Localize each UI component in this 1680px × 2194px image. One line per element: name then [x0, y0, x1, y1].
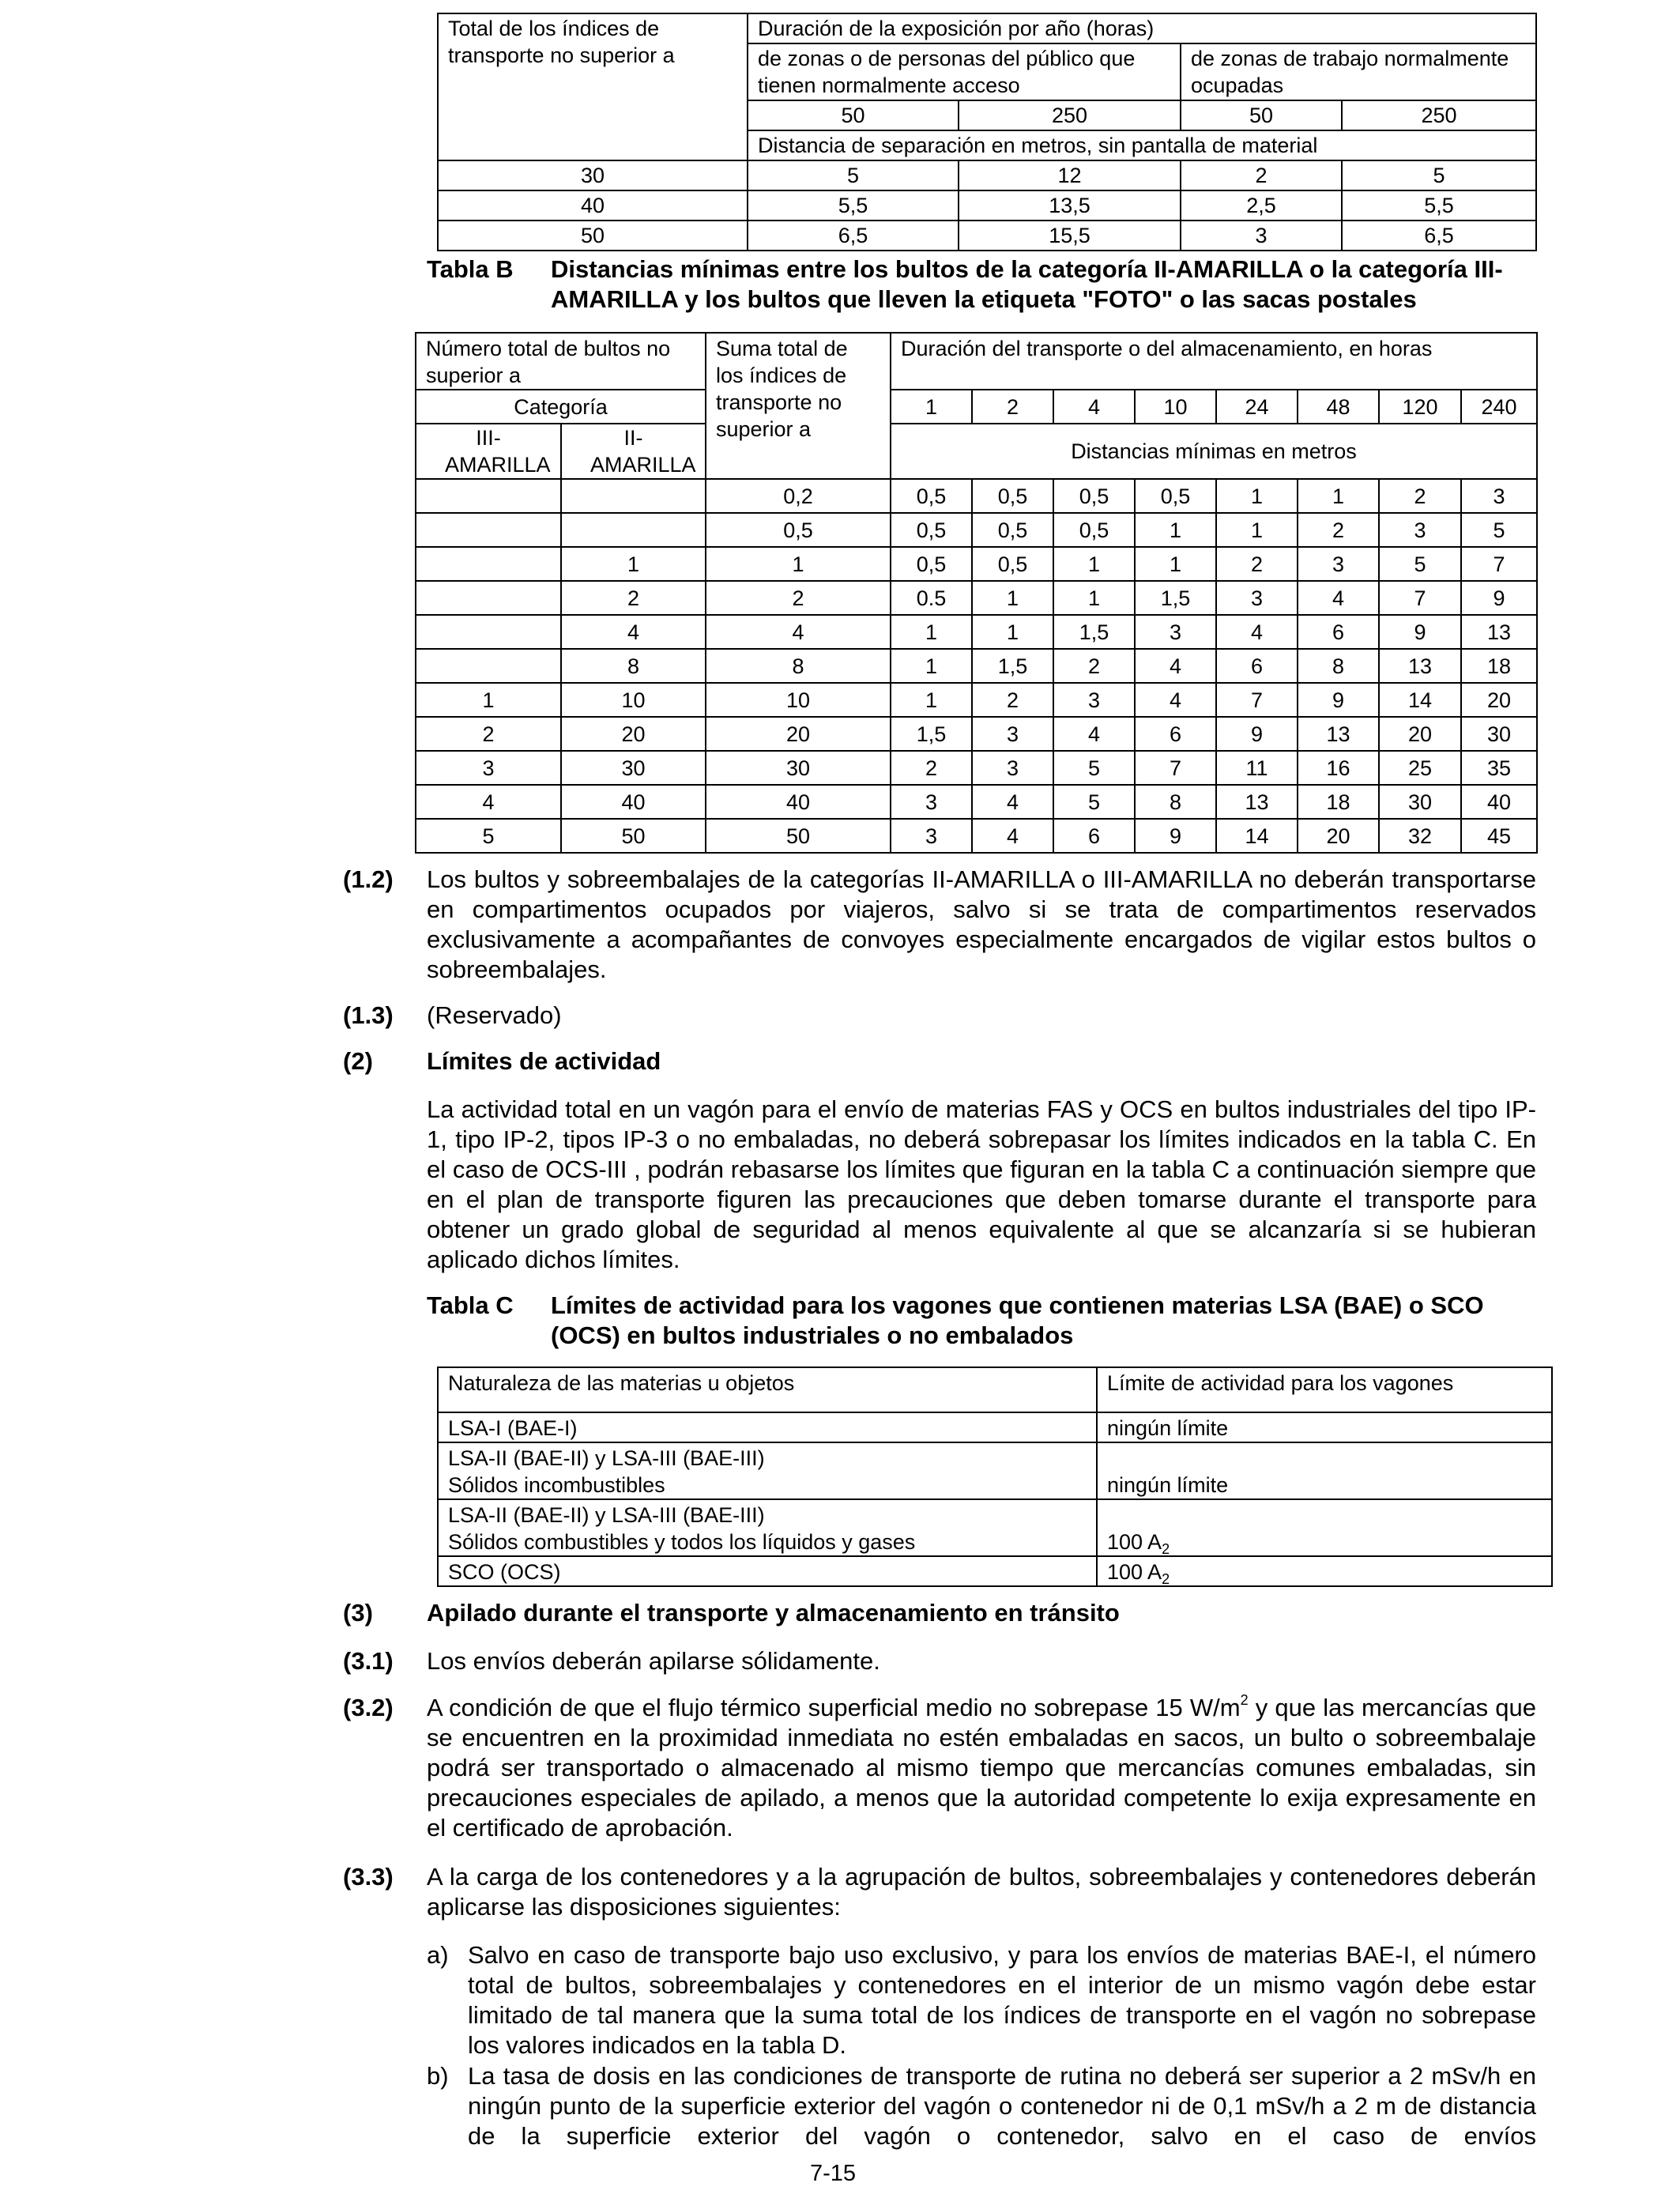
table-cell: 15,5	[959, 221, 1181, 251]
table-cell: 3	[891, 785, 972, 819]
table-cell	[416, 547, 561, 581]
table-row	[438, 1556, 1552, 1586]
table-cell: 5,5	[748, 190, 959, 221]
table-a-header-distancia: Distancia de separación en metros, sin pantalla de material	[748, 130, 1536, 160]
table-cell: 3	[1379, 513, 1461, 547]
table-cell: 2,5	[1181, 190, 1342, 221]
table-c-r2-line2: Sólidos incombustibles	[448, 1473, 665, 1497]
item-b-label: b)	[427, 2062, 449, 2090]
table-cell: ningún límite	[1097, 1412, 1552, 1442]
table-cell	[416, 479, 561, 513]
table-cell: 1	[1216, 513, 1298, 547]
table-cell: 1	[561, 547, 706, 581]
table-cell: 4	[561, 615, 706, 649]
table-c-r4-value: 100 A	[1107, 1560, 1162, 1584]
table-cell: 0,5	[1053, 513, 1135, 547]
table-cell: 1	[972, 615, 1053, 649]
table-b-header-duracion: Duración del transporte o del almacenamiento, en horas	[891, 333, 1537, 390]
table-row	[416, 581, 1537, 615]
table-cell	[416, 615, 561, 649]
table-row	[416, 785, 1537, 819]
table-cell: 50	[706, 819, 891, 853]
table-b-header-suma: Suma total de los índices de transporte no superior a	[706, 333, 891, 479]
table-cell: 10	[561, 683, 706, 717]
table-cell: 13	[1379, 649, 1461, 683]
table-row	[438, 1442, 1552, 1499]
table-cell: 30	[438, 160, 748, 190]
table-cell: 8	[1298, 649, 1379, 683]
table-cell: 7	[1135, 751, 1216, 785]
para-1-2-text: Los bultos y sobreembalajes de la categorías II-AMARILLA o III-AMARILLA no deberán transportarse en compartimentos ocupados por viajeros, salvo si se trata de compartimentos reservados exclusivamente a acompañantes de convoyes especialmente encargados de vigilar estos bultos o sobreembalajes.	[427, 865, 1536, 983]
table-cell: 18	[1298, 785, 1379, 819]
table-cell: 20	[1461, 683, 1537, 717]
table-cell	[438, 1442, 1097, 1499]
table-cell: 8	[561, 649, 706, 683]
table-row	[438, 190, 1536, 221]
table-cell: SCO (OCS)	[438, 1556, 1097, 1586]
table-cell: 20	[1379, 717, 1461, 751]
table-row	[416, 649, 1537, 683]
table-cell: 1,5	[891, 717, 972, 751]
table-cell: 0,5	[891, 479, 972, 513]
table-cell: 25	[1379, 751, 1461, 785]
table-cell: 32	[1379, 819, 1461, 853]
table-c-r3-value: 100 A	[1107, 1530, 1162, 1554]
table-b-hour: 120	[1379, 390, 1461, 424]
table-row	[416, 683, 1537, 717]
table-a-hour: 250	[1342, 100, 1536, 130]
page-number: 7-15	[810, 2161, 857, 2186]
table-cell: 0,5	[891, 547, 972, 581]
table-cell: 1,5	[1135, 581, 1216, 615]
table-cell: 1,5	[1053, 615, 1135, 649]
table-cell: 40	[1461, 785, 1537, 819]
para-1-2-number: (1.2)	[343, 865, 394, 893]
table-cell: 13	[1298, 717, 1379, 751]
table-cell: 1	[891, 683, 972, 717]
table-cell: 5,5	[1342, 190, 1536, 221]
table-c-header-limite: Límite de actividad para los vagones	[1097, 1367, 1552, 1412]
table-a-header-total: Total de los índices de transporte no superior a	[438, 13, 748, 160]
table-cell: 8	[1135, 785, 1216, 819]
table-cell: 6	[1053, 819, 1135, 853]
table-cell: 3	[891, 819, 972, 853]
table-cell: 6,5	[1342, 221, 1536, 251]
table-a-hour: 50	[748, 100, 959, 130]
table-c	[437, 1367, 1553, 1587]
table-cell: 0.5	[891, 581, 972, 615]
table-b-hour: 240	[1461, 390, 1537, 424]
table-cell: 30	[561, 751, 706, 785]
table-b-title: Distancias mínimas entre los bultos de la categoría II-AMARILLA o la categoría III-AMARILLA y los bultos que lleven la etiqueta "FOTO" o las sacas postales	[551, 255, 1503, 313]
table-row	[438, 1412, 1552, 1442]
table-cell: 13	[1216, 785, 1298, 819]
para-1-3-text: (Reservado)	[427, 1001, 562, 1029]
para-2-text: La actividad total en un vagón para el envío de materias FAS y OCS en bultos industriales del tipo IP-1, tipo IP-2, tipos IP-3 o no embaladas, no deberá sobrepasar los límites indicados en la tabla C. En el caso de OCS-III , podrán rebasarse los límites que figuran en la tabla C a continuación siempre que en el plan de transporte figuren las precauciones que deben tomarse durante el transporte para obtener un grado global de seguridad al menos equivalente al que se alcanzaría si se hubieran aplicado dichos límites.	[427, 1095, 1536, 1273]
table-a-header-publico: de zonas o de personas del público que tienen normalmente acceso	[748, 43, 1181, 100]
table-cell: 9	[1135, 819, 1216, 853]
table-cell: 1	[1053, 547, 1135, 581]
table-a-header-trabajo: de zonas de trabajo normalmente ocupadas	[1181, 43, 1536, 100]
table-cell: 1	[416, 683, 561, 717]
table-cell: 0,5	[891, 513, 972, 547]
table-cell: 1,5	[972, 649, 1053, 683]
table-b-body	[416, 479, 1537, 853]
table-cell: 1	[891, 615, 972, 649]
table-cell: 1	[1135, 513, 1216, 547]
table-cell: 6	[1135, 717, 1216, 751]
table-cell: 4	[1298, 581, 1379, 615]
table-cell: 3	[1053, 683, 1135, 717]
para-3-2-number: (3.2)	[343, 1694, 394, 1721]
table-row	[416, 819, 1537, 853]
table-cell: 12	[959, 160, 1181, 190]
table-cell: 1	[972, 581, 1053, 615]
table-cell: 2	[561, 581, 706, 615]
table-cell: 5	[1379, 547, 1461, 581]
table-cell	[561, 513, 706, 547]
table-cell: 3	[416, 751, 561, 785]
table-cell: 1	[1135, 547, 1216, 581]
table-cell: 1	[1216, 479, 1298, 513]
para-3-heading: Apilado durante el transporte y almacenamiento en tránsito	[427, 1599, 1120, 1627]
table-row	[416, 547, 1537, 581]
table-cell: 7	[1379, 581, 1461, 615]
table-cell: 0,5	[972, 547, 1053, 581]
table-row	[416, 479, 1537, 513]
table-cell	[1097, 1499, 1552, 1556]
table-cell: 7	[1216, 683, 1298, 717]
table-cell: 9	[1216, 717, 1298, 751]
table-cell: 18	[1461, 649, 1537, 683]
table-cell: 6	[1216, 649, 1298, 683]
table-cell: 30	[1379, 785, 1461, 819]
table-b-header-distancias: Distancias mínimas en metros	[891, 424, 1537, 479]
table-cell: 6,5	[748, 221, 959, 251]
table-cell: 9	[1379, 615, 1461, 649]
table-cell: 6	[1298, 615, 1379, 649]
table-cell: 14	[1379, 683, 1461, 717]
table-b-header-numero: Número total de bultos no superior a	[416, 333, 706, 390]
table-cell: 1	[1298, 479, 1379, 513]
table-cell	[416, 649, 561, 683]
table-cell: 2	[972, 683, 1053, 717]
table-cell: 3	[972, 751, 1053, 785]
table-b-hour: 48	[1298, 390, 1379, 424]
table-cell: 45	[1461, 819, 1537, 853]
table-cell: 20	[1298, 819, 1379, 853]
table-a-hour: 250	[959, 100, 1181, 130]
table-row	[416, 615, 1537, 649]
table-cell: 0,5	[972, 513, 1053, 547]
table-cell: 20	[561, 717, 706, 751]
table-b-header-categoria: Categoría	[416, 390, 706, 424]
table-cell: 30	[706, 751, 891, 785]
table-c-r3-subscript: 2	[1162, 1541, 1170, 1557]
table-cell: 2	[416, 717, 561, 751]
table-cell: 5	[1342, 160, 1536, 190]
table-a	[437, 13, 1537, 251]
table-cell: 3	[1298, 547, 1379, 581]
table-row	[438, 160, 1536, 190]
table-cell: 2	[1298, 513, 1379, 547]
table-b-hour: 24	[1216, 390, 1298, 424]
table-row	[416, 751, 1537, 785]
table-cell: 4	[1135, 649, 1216, 683]
table-cell: 5	[416, 819, 561, 853]
table-cell: 8	[706, 649, 891, 683]
para-3-3-number: (3.3)	[343, 1863, 394, 1891]
table-cell: 4	[1053, 717, 1135, 751]
table-cell: ningún límite	[1097, 1442, 1552, 1499]
item-a-label: a)	[427, 1941, 449, 1969]
table-cell: 4	[416, 785, 561, 819]
table-cell: 5	[1053, 785, 1135, 819]
table-cell: 2	[891, 751, 972, 785]
table-c-label: Tabla C	[427, 1291, 514, 1319]
table-cell	[1097, 1556, 1552, 1586]
table-cell: 2	[1216, 547, 1298, 581]
table-cell: 5	[1053, 751, 1135, 785]
item-a-text: Salvo en caso de transporte bajo uso exclusivo, y para los envíos de materias BAE-I, el número total de bultos, sobreembalajes y contenedores en el interior de un mismo vagón debe estar limitado de tal manera que la suma total de los índices de transporte en el vagón no sobrepase los valores indicados en la tabla D.	[468, 1941, 1536, 2059]
para-3-2-superscript: 2	[1240, 1692, 1249, 1708]
table-cell: 3	[1461, 479, 1537, 513]
table-cell: 50	[438, 221, 748, 251]
table-c-r2-line1: LSA-II (BAE-II) y LSA-III (BAE-III)	[448, 1446, 765, 1470]
table-cell: 1	[706, 547, 891, 581]
table-cell: 9	[1461, 581, 1537, 615]
table-cell: 9	[1298, 683, 1379, 717]
table-cell	[438, 1499, 1097, 1556]
table-cell: 2	[706, 581, 891, 615]
table-row	[438, 221, 1536, 251]
table-b-hour: 4	[1053, 390, 1135, 424]
table-cell: 35	[1461, 751, 1537, 785]
table-cell: 4	[1216, 615, 1298, 649]
para-1-3-number: (1.3)	[343, 1001, 394, 1029]
para-2-number: (2)	[343, 1047, 373, 1075]
table-cell: 4	[706, 615, 891, 649]
table-cell: 13,5	[959, 190, 1181, 221]
table-b	[415, 332, 1538, 854]
para-3-1-text: Los envíos deberán apilarse sólidamente.	[427, 1647, 880, 1675]
table-row	[416, 717, 1537, 751]
table-a-header-duracion: Duración de la exposición por año (horas)	[748, 13, 1536, 43]
table-cell: 3	[1181, 221, 1342, 251]
table-cell: 10	[706, 683, 891, 717]
table-cell: LSA-I (BAE-I)	[438, 1412, 1097, 1442]
table-cell: 4	[972, 785, 1053, 819]
table-cell: 30	[1461, 717, 1537, 751]
table-cell: 40	[438, 190, 748, 221]
para-2-heading: Límites de actividad	[427, 1047, 661, 1075]
para-3-number: (3)	[343, 1599, 373, 1627]
para-3-2-text-a: A condición de que el flujo térmico superficial medio no sobrepase 15 W/m	[427, 1694, 1241, 1721]
table-cell: 0,5	[1135, 479, 1216, 513]
table-cell: 40	[561, 785, 706, 819]
table-row	[416, 513, 1537, 547]
table-cell: 0,2	[706, 479, 891, 513]
table-cell: 2	[1181, 160, 1342, 190]
table-cell: 50	[561, 819, 706, 853]
table-cell: 4	[1135, 683, 1216, 717]
table-c-header-naturaleza: Naturaleza de las materias u objetos	[438, 1367, 1097, 1412]
table-cell	[416, 581, 561, 615]
table-cell: 2	[1379, 479, 1461, 513]
table-c-r3-line1: LSA-II (BAE-II) y LSA-III (BAE-III)	[448, 1503, 765, 1527]
table-cell: 2	[1053, 649, 1135, 683]
table-cell: 5	[748, 160, 959, 190]
table-b-header-cat2: II-AMARILLA	[561, 424, 706, 479]
table-a-hour: 50	[1181, 100, 1342, 130]
table-cell: 3	[1135, 615, 1216, 649]
table-row	[438, 1499, 1552, 1556]
table-cell: 0,5	[706, 513, 891, 547]
table-cell: 40	[706, 785, 891, 819]
table-cell: 14	[1216, 819, 1298, 853]
table-cell: 20	[706, 717, 891, 751]
table-cell: 4	[972, 819, 1053, 853]
item-b-text: La tasa de dosis en las condiciones de transporte de rutina no deberá ser superior a 2 mSv/h en ningún punto de la superficie exterior del vagón o contenedor ni de 0,1 mSv/h a 2 m de distancia de la superficie exterior del vagón o contenedor, salvo en el caso de envíos	[468, 2062, 1536, 2150]
table-c-r4-subscript: 2	[1162, 1571, 1170, 1587]
table-cell: 13	[1461, 615, 1537, 649]
table-cell	[561, 479, 706, 513]
para-3-2-text-b: y que las mercancías que se encuentren en la proximidad inmediata no estén embaladas en sacos, un bulto o sobreembalaje podrá ser transportado o almacenado al mismo tiempo que mercancías comunes embaladas, sin precauciones especiales de apilado, a menos que la autoridad competente lo exija expresamente en el certificado de aprobación.	[427, 1694, 1537, 1842]
table-b-hour: 1	[891, 390, 972, 424]
table-b-hour: 2	[972, 390, 1053, 424]
table-cell: 3	[972, 717, 1053, 751]
table-c-title: Límites de actividad para los vagones que contienen materias LSA (BAE) o SCO (OCS) en bultos industriales o no embalados	[551, 1291, 1484, 1349]
table-b-hour: 10	[1135, 390, 1216, 424]
table-cell: 11	[1216, 751, 1298, 785]
table-cell: 1	[891, 649, 972, 683]
table-cell: 0,5	[1053, 479, 1135, 513]
table-cell: 5	[1461, 513, 1537, 547]
table-cell	[416, 513, 561, 547]
table-c-r3-line2: Sólidos combustibles y todos los líquidos y gases	[448, 1530, 916, 1554]
table-cell: 0,5	[972, 479, 1053, 513]
table-b-header-cat3: III-AMARILLA	[416, 424, 561, 479]
para-3-2-text	[427, 1693, 1536, 1843]
table-cell: 16	[1298, 751, 1379, 785]
para-3-3-text: A la carga de los contenedores y a la agrupación de bultos, sobreembalajes y contenedores deberán aplicarse las disposiciones siguientes:	[427, 1863, 1536, 1921]
table-cell: 7	[1461, 547, 1537, 581]
table-b-label: Tabla B	[427, 255, 514, 283]
para-3-1-number: (3.1)	[343, 1647, 394, 1675]
table-cell: 1	[1053, 581, 1135, 615]
table-cell: 3	[1216, 581, 1298, 615]
